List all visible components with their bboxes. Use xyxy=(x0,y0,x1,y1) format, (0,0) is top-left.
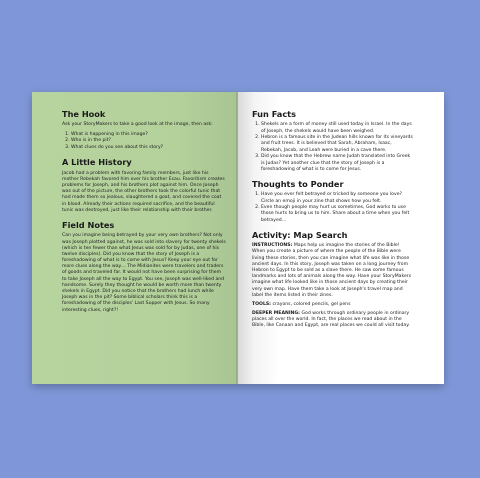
left-page xyxy=(32,92,238,384)
field-notes-section xyxy=(62,221,226,314)
hook-question: 2. Who is in the pit? xyxy=(71,138,226,144)
activity-tools xyxy=(252,302,414,308)
tools-label: TOOLS: xyxy=(252,301,272,307)
hook-section xyxy=(62,110,226,151)
fun-fact-item: 3. Did you know that the Hebrew name Judah translated into Greek is Judas? Yet another clue that the story of Joseph is a foreshadowing of what is to come for Jesus. xyxy=(261,154,414,173)
field-notes-title: Field Notes xyxy=(62,219,115,230)
history-section xyxy=(62,158,226,214)
thoughts-title: Thoughts to Ponder xyxy=(252,178,344,189)
history-text: Jacob had a problem with favoring family members, just like his mother Rebekah favored him over his brother Esau. Favoritism creates problems for Joseph, and his brothers plot against him. Once Joseph was out of the picture, the other brothers took the colorful tunic that had made them so jealous, slaughtered a goat, and covered the coat in blood. Already their actions required sacrifice, and the beautiful tunic was destroyed, just like their relationship with their brother. xyxy=(62,170,225,213)
instructions-label: INSTRUCTIONS: xyxy=(252,243,293,249)
activity-section xyxy=(252,231,414,330)
activity-title: Activity: Map Search xyxy=(252,229,348,240)
fun-fact-item: 1. Shekels are a form of money still used today in Israel. In the days of Joseph, the shekels would have been weighed. xyxy=(261,122,414,134)
open-booklet xyxy=(32,92,444,384)
hook-question: 3. What clues do you see about this story? xyxy=(71,145,226,151)
history-title: A Little History xyxy=(62,157,132,168)
deeper-meaning-text: God works through ordinary people in ordinary places all over the world. In fact, the places we read about in the Bible, like Canaan and Egypt, are real places we could all visit today. xyxy=(252,311,410,329)
hook-question-list xyxy=(62,132,226,152)
thoughts-section xyxy=(252,180,414,224)
thought-item: 1. Have you ever felt betrayed or tricked by someone you love? Circle an emoji in your zine that shows how you felt. xyxy=(261,192,414,204)
activity-instructions xyxy=(252,243,414,299)
thought-item: 2. Even though people may hurt us sometimes, God works to use those hurts to bring us to him. Share about a time when you felt betrayed… xyxy=(261,205,414,224)
activity-deeper-meaning xyxy=(252,311,414,330)
tools-text: crayons, colored pencils, gel pens xyxy=(272,301,351,307)
field-notes-text: Can you imagine being betrayed by your very own brothers? Not only was Joseph plotted against, he was sold into slavery for twenty shekels (which is ten fewer than what Jesus was sold for by Judas, one of his twelve disciples). Did you know that the story of Joseph is a foreshadowing of what is to come with Jesus? Keep your eye out for more clues along the way… The Midianites were travelers and traders of goods and traveled far. It would not have been surprising for them to take Joseph all the way to Egypt. You see, Joseph was well-liked and handsome. Surely they thought he would be worth more than twenty shekels in Egypt. Did you notice that the brothers had lunch while Joseph was in the pit? Some biblical scholars think this is a foreshadowing of the disciples' Last Supper with Jesus. So many interesting clues, right?! xyxy=(62,233,226,313)
thoughts-list xyxy=(252,192,414,223)
deeper-meaning-label: DEEPER MEANING: xyxy=(252,311,301,317)
hook-intro: Ask your StoryMakers to take a good look at the image, then ask: xyxy=(62,122,213,128)
hook-title: The Hook xyxy=(62,109,106,119)
fun-facts-section xyxy=(252,110,414,173)
fun-facts-list xyxy=(252,122,414,173)
hook-question: 1. What is happening in this image? xyxy=(71,132,226,138)
fun-fact-item: 2. Hebron is a famous site in the Judean hills known for its vineyards and fruit trees. It is believed that Sarah, Abraham, Isaac, Rebekah, Jacob, and Leah were buried in a cave there. xyxy=(261,135,414,154)
right-page xyxy=(238,92,444,384)
fun-facts-title: Fun Facts xyxy=(252,109,296,119)
instructions-text: Maps help us imagine the stories of the Bible! When you create a picture of where the people of the Bible were living these stories, then you can imagine what life was like in those ancient days. In this story, Joseph was taken on a long journey from Hebron to Egypt to be sold as a slave there. He saw some famous landmarks and lots of animals along the way. Have your StoryMakers imagine what life looked like in those ancient days by creating their very own map. Have them take a look at Joseph's travel map and label the items listed in their zines. xyxy=(252,243,412,298)
